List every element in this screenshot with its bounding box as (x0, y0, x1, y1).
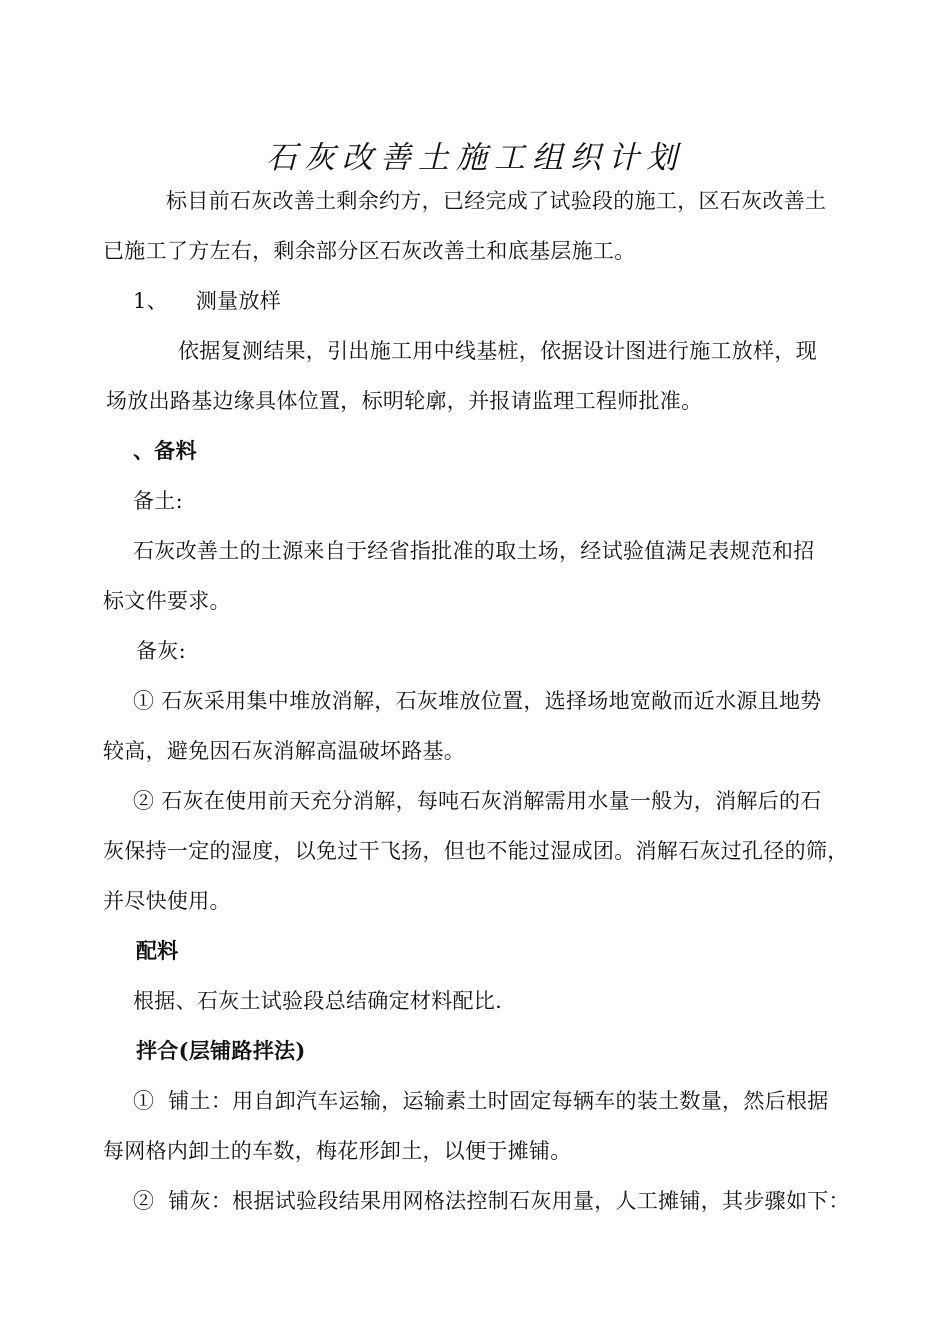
soil-heading: 备土: (133, 489, 183, 513)
section-1-body-line-2: 场放出路基边缘具体位置，标明轮廓，并报请监理工程师批准。 (106, 389, 703, 413)
lime-p1-line-2: 较高，避免因石灰消解高温破坏路基。 (103, 739, 466, 763)
soil-body-line-2: 标文件要求。 (103, 589, 231, 613)
section-2-heading: 、备料 (133, 438, 197, 463)
lime-p2-line-1: ② 石灰在使用前天充分消解，每吨石灰消解需用水量一般为，消解后的石 (133, 789, 822, 813)
blend-heading: 拌合(层铺路拌法) (136, 1038, 306, 1063)
blend-p2-line-1: ② 铺灰：根据试验段结果用网格法控制石灰用量，人工摊铺，其步骤如下： (133, 1189, 850, 1213)
document-title: 石灰改善土施工组织计划 (266, 140, 684, 176)
intro-line-2: 已施工了方左右，剩余部分区石灰改善土和底基层施工。 (103, 239, 636, 263)
section-1-heading: 1、 测量放样 (133, 289, 282, 313)
blend-p1-line-2: 每网格内卸土的车数，梅花形卸土，以便于摊铺。 (103, 1139, 572, 1163)
lime-p1-line-1: ① 石灰采用集中堆放消解，石灰堆放位置，选择场地宽敞而近水源且地势 (133, 689, 822, 713)
section-1-body-line-1: 依据复测结果，引出施工用中线基桩，依据设计图进行施工放样，现 (178, 339, 817, 363)
soil-body-line-1: 石灰改善土的土源来自于经省指批准的取土场，经试验值满足表规范和招 (133, 539, 815, 563)
mix-heading: 配料 (136, 938, 179, 963)
intro-line-1: 标目前石灰改善土剩余约方，已经完成了试验段的施工，区石灰改善土 (166, 189, 827, 213)
lime-p2-line-3: 并尽快使用。 (103, 889, 231, 913)
blend-p1-line-1: ① 铺土：用自卸汽车运输，运输素土时固定每辆车的装土数量，然后根据 (133, 1089, 829, 1113)
lime-heading: 备灰: (136, 639, 186, 663)
mix-body: 根据、石灰土试验段总结确定材料配比. (133, 989, 503, 1013)
lime-p2-line-2: 灰保持一定的湿度，以免过干飞扬，但也不能过湿成团。消解石灰过孔径的筛， (103, 839, 849, 863)
